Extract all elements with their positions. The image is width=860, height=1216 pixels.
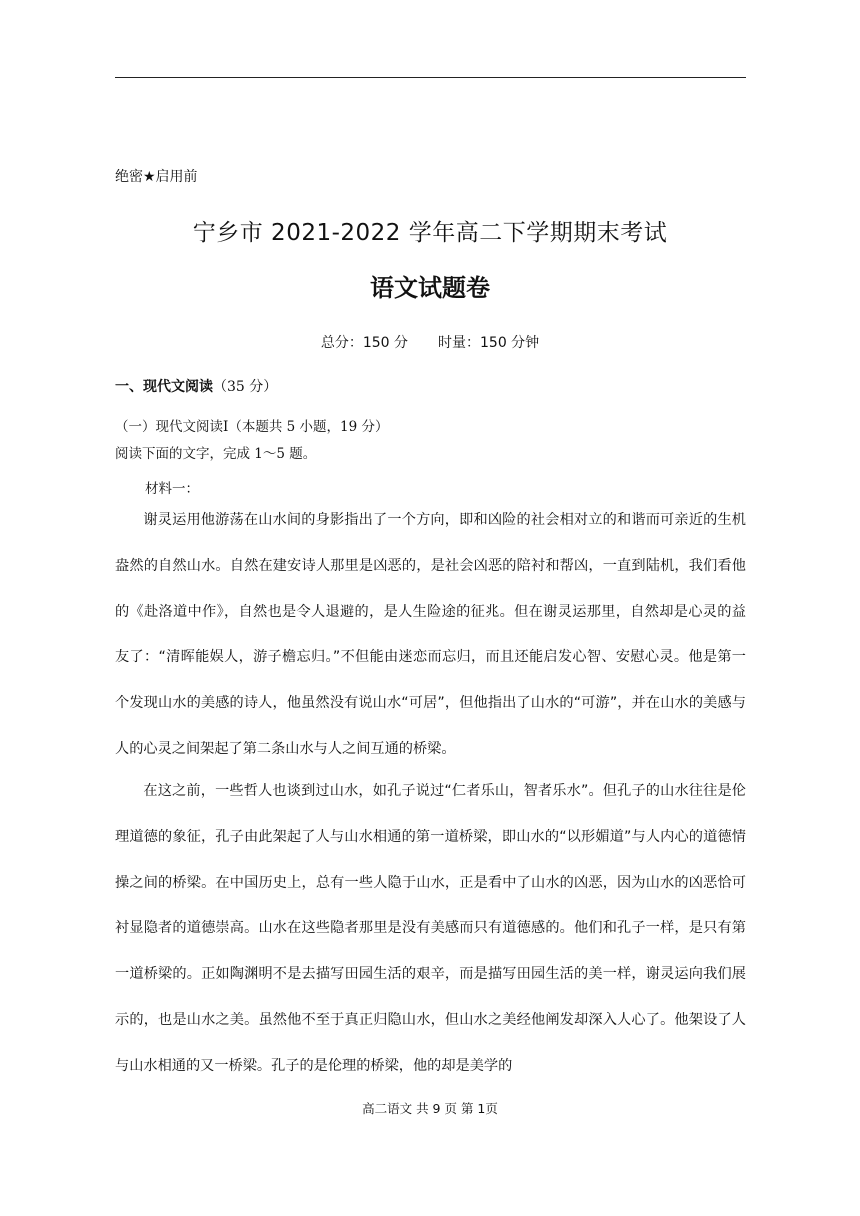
page-footer: 高二语文 共 9 页 第 1页 — [362, 1101, 498, 1116]
body-paragraph: 谢灵运用他游荡在山水间的身影指出了一个方向，即和凶险的社会相对立的和谐而可亲近的生机盎然的自然山水。自然在建安诗人那里是凶恶的，是社会凶恶的陪衬和帮凶，一直到陆机，我们看他的《赴洛道中作》，自然也是令人退避的，是人生险途的征兆。但在谢灵运那里，自然却是心灵的益友了：“清晖能娱人，游子檐忘归。”不但能由迷恋而忘归，而且还能启发心智、安慰心灵。他是第一个发现山水的美感的诗人，他虽然没有说山水“可居”，但他指出了山水的“可游”，并在山水的美感与人的心灵之间架起了第二条山水与人之间互通的桥梁。 — [115, 512, 746, 757]
confidential-label: 绝密★启用前 — [115, 169, 198, 185]
section-heading-score: （35 分） — [213, 379, 278, 395]
exam-subtitle: 语文试题卷 — [370, 274, 490, 302]
section-heading — [115, 376, 277, 396]
material-label: 材料一： — [145, 481, 199, 497]
exam-title: 宁乡市 2021-2022 学年高二下学期期末考试 — [192, 220, 668, 246]
sub-section-heading: （一）现代文阅读I（本题共 5 小题，19 分） — [115, 419, 389, 435]
header-rule — [115, 77, 746, 78]
score-time-line — [0, 332, 860, 352]
section-heading-title: 一、现代文阅读 — [115, 379, 213, 395]
total-score: 总分：150 分 — [320, 335, 408, 351]
body-paragraph: 在这之前，一些哲人也谈到过山水，如孔子说过“仁者乐山，智者乐水”。但孔子的山水往往是伦理道德的象征，孔子由此架起了人与山水相通的第一道桥梁，即山水的“以形媚道”与人内心的道德情操之间的桥梁。在中国历史上，总有一些人隐于山水，正是看中了山水的凶恶，因为山水的凶恶恰可衬显隐者的道德崇高。山水在这些隐者那里是没有美感而只有道德感的。他们和孔子一样，是只有第一道桥梁的。正如陶渊明不是去描写田园生活的艰辛，而是描写田园生活的美一样，谢灵运向我们展示的，也是山水之美。虽然他不至于真正归隐山水，但山水之美经他阐发却深入人心了。他架设了人与山水相通的又一桥梁。孔子的是伦理的桥梁，他的却是美学的 — [115, 783, 746, 1074]
reading-instruction: 阅读下面的文字，完成 1～5 题。 — [115, 446, 317, 462]
time-limit: 时量：150 分钟 — [438, 335, 540, 351]
